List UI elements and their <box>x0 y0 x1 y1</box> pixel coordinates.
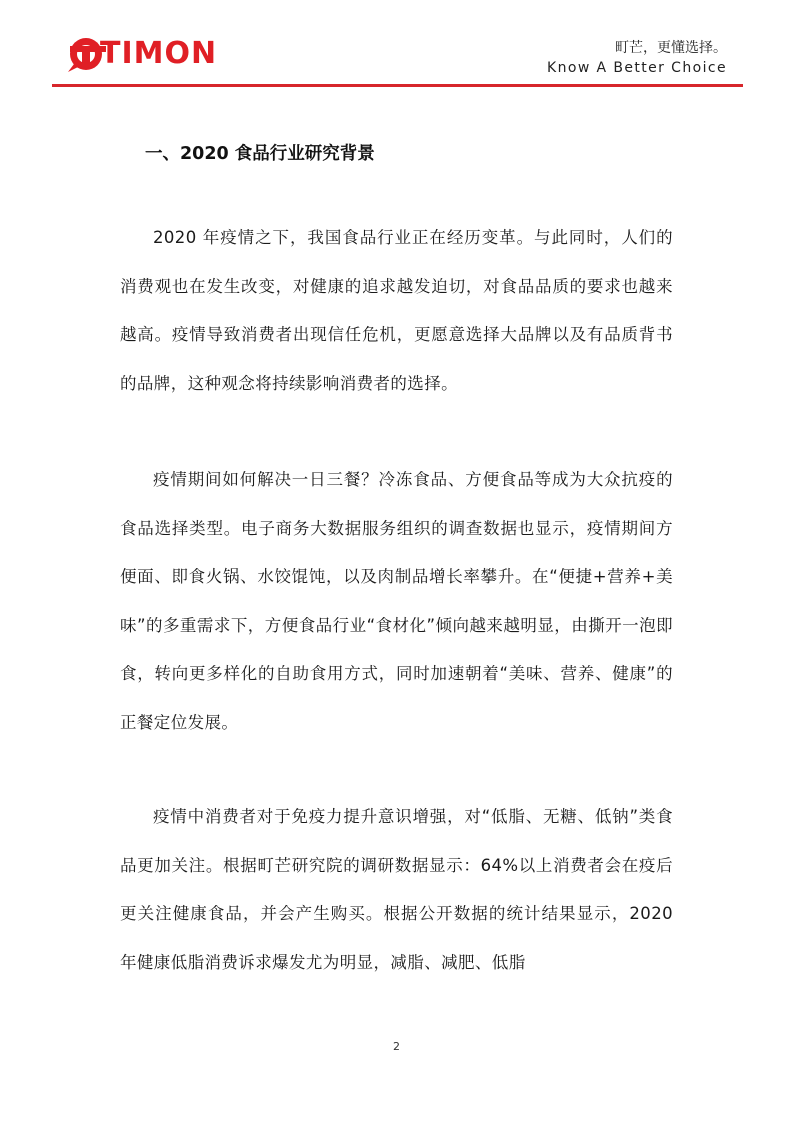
paragraph-3: 疫情中消费者对于免疫力提升意识增强，对“低脂、无糖、低钠”类食品更加关注。根据町芒研究院的调研数据显示：64%以上消费者会在疫后更关注健康食品，并会产生购买。根据公开数据的统计结果显示，2020 年健康低脂消费诉求爆发尤为明显，减脂、减肥、低脂 <box>120 807 673 972</box>
page-number: 2 <box>393 1040 400 1053</box>
tagline-english: Know A Better Choice <box>547 60 727 76</box>
paragraph-2: 疫情期间如何解决一日三餐？冷冻食品、方便食品等成为大众抗疫的食品选择类型。电子商务大数据服务组织的调查数据也显示，疫情期间方便面、即食火锅、水饺馄饨，以及肉制品增长率攀升。在“便捷+营养+美味”的多重需求下，方便食品行业“食材化”倾向越来越明显，由撕开一泡即食，转向更多样化的自助食用方式，同时加速朝着“美味、营养、健康”的正餐定位发展。 <box>120 470 673 732</box>
page-header <box>0 0 793 90</box>
timon-logo <box>66 34 217 74</box>
brand-name: TIMON <box>100 36 218 71</box>
header-divider <box>52 84 743 87</box>
header-tagline <box>547 38 727 78</box>
tagline-chinese: 町芒，更懂选择。 <box>615 40 727 56</box>
document-body <box>120 128 673 987</box>
section-heading: 一、2020 食品行业研究背景 <box>145 144 375 164</box>
paragraph-1: 2020 年疫情之下，我国食品行业正在经历变革。与此同时，人们的消费观也在发生改变，对健康的追求越发迫切，对食品品质的要求也越来越高。疫情导致消费者出现信任危机，更愿意选择大品牌以及有品质背书的品牌，这种观念将持续影响消费者的选择。 <box>120 228 673 393</box>
